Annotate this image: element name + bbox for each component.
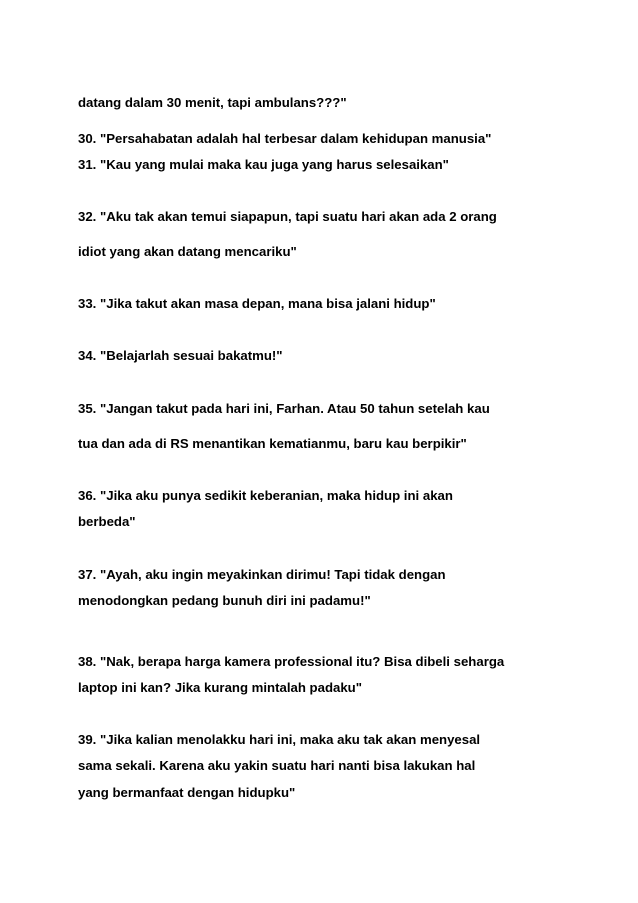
text-line: laptop ini kan? Jika kurang mintalah padaku" <box>78 680 362 695</box>
text-line: yang bermanfaat dengan hidupku" <box>78 785 296 800</box>
text-line: 37. "Ayah, aku ingin meyakinkan dirimu! Tapi tidak dengan <box>78 567 446 582</box>
text-line: 38. "Nak, berapa harga kamera professional itu? Bisa dibeli seharga <box>78 654 505 669</box>
text-line: 39. "Jika kalian menolakku hari ini, maka aku tak akan menyesal <box>78 732 481 747</box>
text-line: tua dan ada di RS menantikan kematianmu, baru kau berpikir" <box>78 436 467 451</box>
text-line: 36. "Jika aku punya sedikit keberanian, maka hidup ini akan <box>78 488 453 503</box>
text-line: 32. "Aku tak akan temui siapapun, tapi suatu hari akan ada 2 orang <box>78 209 497 224</box>
text-line: sama sekali. Karena aku yakin suatu hari nanti bisa lakukan hal <box>78 758 476 773</box>
text-line: idiot yang akan datang mencariku" <box>78 244 297 259</box>
text-line: menodongkan pedang bunuh diri ini padamu!" <box>78 593 371 608</box>
text-line: 35. "Jangan takut pada hari ini, Farhan. Atau 50 tahun setelah kau <box>78 401 490 416</box>
text-line: 34. "Belajarlah sesuai bakatmu!" <box>78 348 283 363</box>
text-line: berbeda" <box>78 514 136 529</box>
text-line: 33. "Jika takut akan masa depan, mana bisa jalani hidup" <box>78 296 436 311</box>
text-line: 30. "Persahabatan adalah hal terbesar dalam kehidupan manusia" <box>78 131 492 146</box>
text-line: 31. "Kau yang mulai maka kau juga yang harus selesaikan" <box>78 157 449 172</box>
text-line: datang dalam 30 menit, tapi ambulans???" <box>78 95 347 110</box>
